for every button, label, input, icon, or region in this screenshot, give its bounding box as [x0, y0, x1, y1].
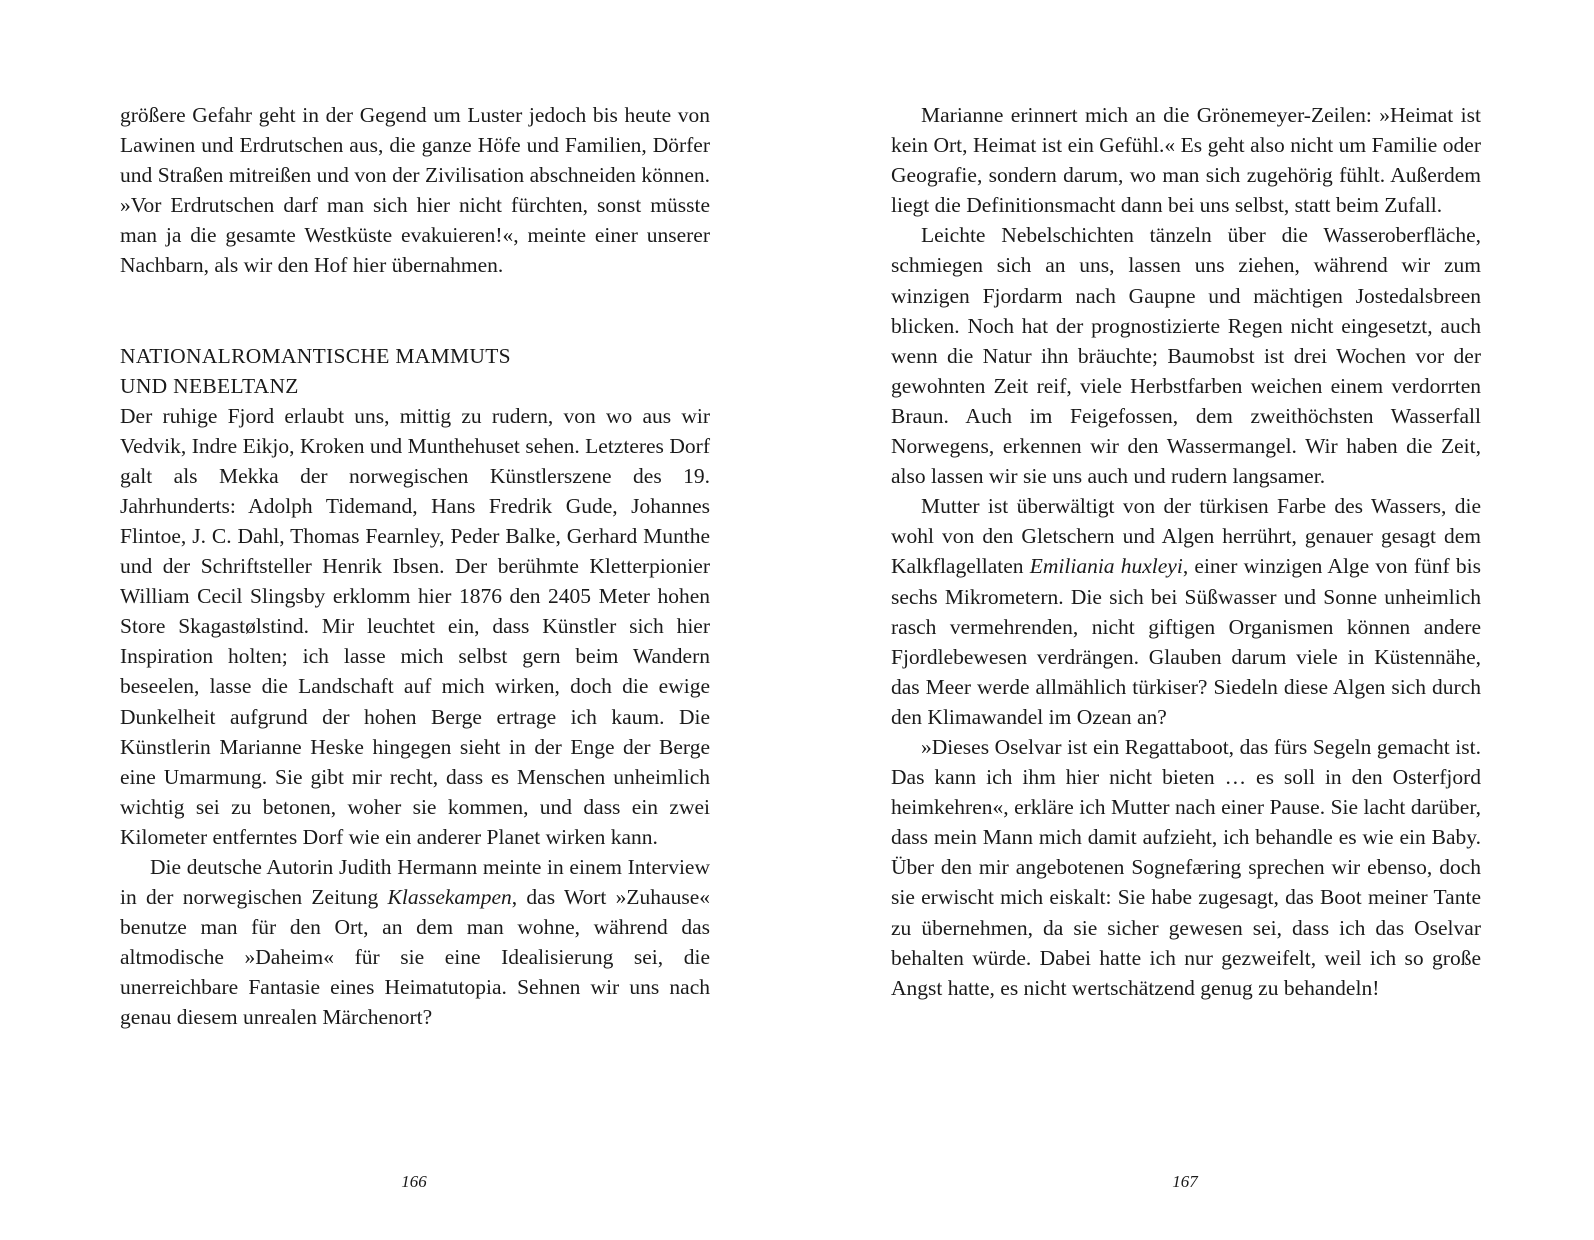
right-page [891, 100, 1481, 1210]
page-number-left: 166 [401, 1172, 427, 1191]
paragraph-marianne: Marianne erinnert mich an die Grönemeyer-Zeilen: »Heimat ist kein Ort, Heimat ist ein Gefühl.« Es geht also nicht um Familie oder Geografie, sondern darum, wo man sich zugehörig fühlt. Außerdem liegt die Definitionsmacht dann bei uns selbst, statt beim Zufall. [891, 103, 1481, 218]
right-page-text [891, 100, 1481, 1003]
paragraph-hermann [120, 852, 710, 1033]
paragraph-mutter-start: Mutter ist überwältigt von der türkisen Farbe des Wassers, die wohl von den Gletschern und Algen herrührt, genauer gesagt dem Kalkflagellaten [891, 494, 1481, 579]
left-page [120, 100, 710, 1210]
paragraph-mutter-end: , einer winzigen Alge von fünf bis sechs Mikrometern. Die sich bei Süßwasser und Sonne unheimlich rasch vermehrenden, nicht giftigen Organismen können andere Fjordlebewesen verdrängen. Glauben darum viele in Küstennähe, das Meer werde allmählich türkiser? Siedeln diese Algen sich durch den Klimawandel im Ozean an? [891, 554, 1481, 729]
section-heading-line-1: NATIONALROMANTISCHE MAMMUTS [120, 343, 511, 368]
section-heading-line-2: UND NEBELTANZ [120, 373, 299, 398]
left-page-text [120, 100, 710, 1033]
species-name: Emiliania huxleyi [1029, 554, 1183, 579]
paragraph-hermann-start: Die deutsche Autorin Judith Hermann meinte in einem Interview in der norwegischen Zeitung [120, 854, 710, 910]
paragraph-nebel: Leichte Nebelschichten tänzeln über die Wasseroberfläche, schmiegen sich an uns, lassen uns ziehen, während wir zum winzigen Fjordarm nach Gaupne und mächtigen Jostedalsbreen blicken. Noch hat der prognostizierte Regen nicht eingesetzt, auch wenn die Natur ihn bräuchte; Baumobst ist drei Wochen vor der gewohnten Zeit reif, viele Herbstfarben weichen einem verdorrten Braun. Auch im Feigefossen, dem zweithöchsten Wasserfall Norwegens, erkennen wir den Wassermangel. Wir haben die Zeit, also lassen wir sie uns auch und rudern langsamer. [891, 223, 1481, 489]
paragraph-opening: größere Gefahr geht in der Gegend um Luster jedoch bis heute von Lawinen und Erdrutschen aus, die ganze Höfe und Familien, Dörfer und Straßen mitreißen und von der Zivilisation abschneiden können. »Vor Erdrutschen darf man sich hier nicht fürchten, sonst müsste man ja die gesamte Westküste evakuieren!«, meinte einer unserer Nachbarn, als wir den Hof hier übernahmen. [120, 103, 710, 278]
section-heading [120, 341, 710, 401]
paragraph-oselvar: »Dieses Oselvar ist ein Regattaboot, das fürs Segeln gemacht ist. Das kann ich ihm hier nicht bieten … es soll in den Osterfjord heimkehren«, erkläre ich Mutter nach einer Pause. Sie lacht darüber, dass mein Mann mich damit aufzieht, ich behandle es wie ein Baby. Über den mir angebotenen Sognefæring sprechen wir ebenso, doch sie erwischt mich eiskalt: Sie habe zugesagt, das Boot meiner Tante zu übernehmen, da sie sicher gewesen sei, dass ich das Oselvar behalten würde. Dabei hatte ich nur gezweifelt, weil ich so große Angst hatte, es nicht wertschätzend genug zu behandeln! [891, 734, 1481, 1000]
page-number-right: 167 [1172, 1172, 1198, 1191]
paragraph-mutter [891, 491, 1481, 732]
newspaper-title: Klassekampen [387, 885, 512, 910]
paragraph-fjord: Der ruhige Fjord erlaubt uns, mittig zu rudern, von wo aus wir Vedvik, Indre Eikjo, Kroken und Munthehuset sehen. Letzteres Dorf galt als Mekka der norwegischen Künstlerszene des 19. Jahrhunderts: Adolph Tidemand, Hans Fredrik Gude, Johannes Flintoe, J. C. Dahl, Thomas Fearnley, Peder Balke, Gerhard Munthe und der Schriftsteller Henrik Ibsen. Der berühmte Kletterpionier William Cecil Slingsby erklomm hier 1876 den 2405 Meter hohen Store Skagastølstind. Mir leuchtet ein, dass Künstler sich hier Inspiration holten; ich lasse mich selbst gern beim Wandern beseelen, lasse die Landschaft auf mich wirken, doch die ewige Dunkelheit aufgrund der hohen Berge ertrage ich kaum. Die Künstlerin Marianne Heske hingegen sieht in der Enge der Berge eine Umarmung. Sie gibt mir recht, dass es Menschen unheimlich wichtig sei zu betonen, woher sie kommen, und dass ein zwei Kilometer entferntes Dorf wie ein anderer Planet wirken kann. [120, 403, 710, 849]
paragraph-hermann-end: , das Wort »Zuhause« benutze man für den Ort, an dem man wohne, während das altmodische »Daheim« für sie eine Idealisierung sei, die unerreichbare Fantasie eines Heimatutopia. Sehnen wir uns nach genau diesem unrealen Märchenort? [120, 885, 711, 1030]
